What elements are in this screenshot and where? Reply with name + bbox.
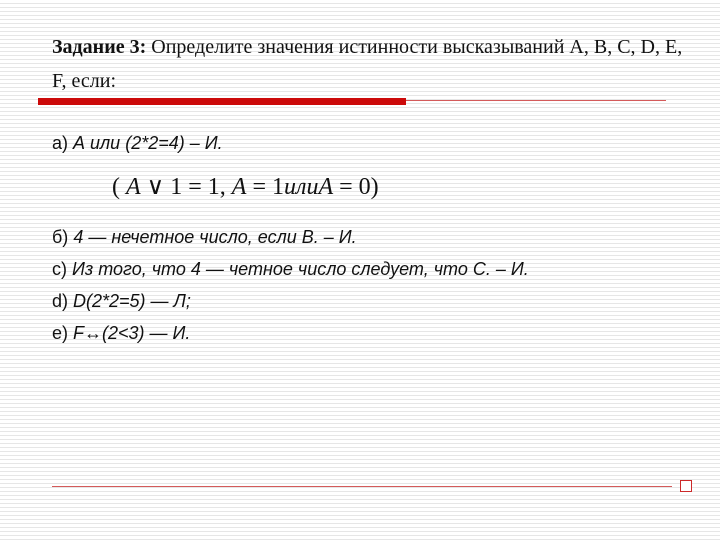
item-a-marker: а)	[52, 133, 74, 153]
item-b-marker: б)	[52, 227, 74, 247]
task-label: Задание 3	[52, 36, 140, 58]
item-d-marker: d)	[52, 291, 74, 311]
item-a-text: А или (2*2=4) – И.	[73, 133, 223, 153]
item-d-text: D(2*2=5) — Л;	[73, 291, 191, 311]
item-b	[52, 225, 357, 249]
formula-var2: A	[231, 174, 247, 200]
task-question: Определите значения истинности высказываний A, B, C, D, E, F, если:	[52, 36, 683, 92]
formula	[112, 172, 379, 202]
item-a	[52, 131, 223, 155]
item-e-text: F↔(2<3) — И.	[73, 323, 191, 343]
item-e-marker: е)	[52, 323, 74, 343]
formula-open: (	[112, 174, 120, 200]
item-c	[52, 257, 529, 281]
slide-title	[52, 30, 692, 98]
formula-eq: = 1	[246, 174, 284, 200]
item-c-marker: с)	[52, 259, 72, 279]
footer-divider-line	[52, 486, 672, 487]
title-divider-line	[406, 100, 666, 101]
item-b-text: 4 — нечетное число, если В. – И.	[73, 227, 357, 247]
formula-var1: A	[126, 174, 141, 200]
item-e	[52, 321, 190, 345]
formula-close: = 0)	[333, 174, 379, 200]
formula-var3: A	[318, 174, 334, 200]
corner-square-icon	[680, 480, 692, 492]
formula-op: ∨ 1 = 1,	[140, 174, 232, 200]
formula-word: или	[284, 174, 319, 200]
title-accent-bar	[38, 98, 406, 105]
item-d	[52, 289, 191, 313]
task-colon: :	[139, 36, 147, 58]
item-c-text: Из того, что 4 — четное число следует, что С. – И.	[72, 259, 529, 279]
